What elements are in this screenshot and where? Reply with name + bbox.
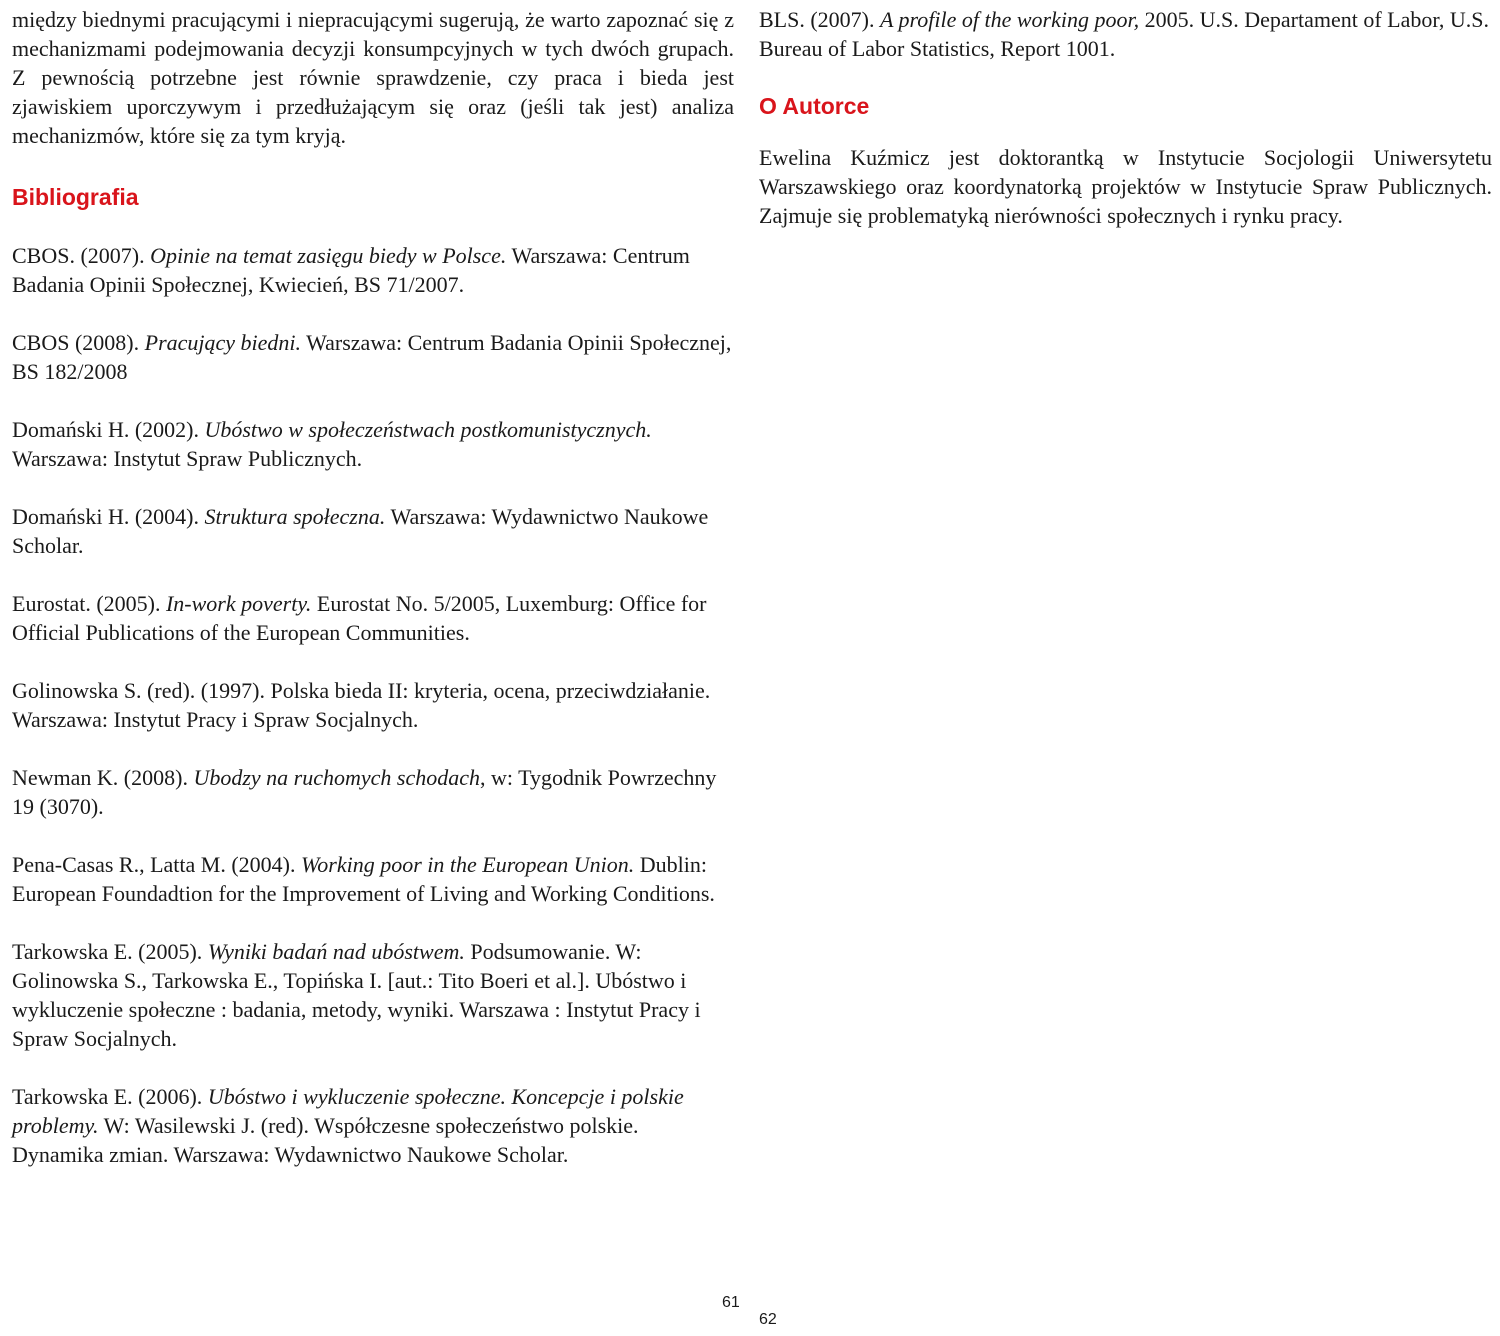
entry-title: In-work poverty. <box>165 591 312 616</box>
page-number-left: 61 <box>722 1294 740 1311</box>
bibliography-entry <box>12 328 734 386</box>
page-number-right: 62 <box>759 1311 777 1328</box>
entry-authors: Tarkowska E. (2006). <box>12 1084 208 1109</box>
bibliography-entry <box>12 502 734 560</box>
bibliography-list-continued <box>759 0 1492 63</box>
bibliography-entry <box>12 415 734 473</box>
entry-title: A profile of the working poor, <box>880 7 1140 32</box>
entry-authors: Domański H. (2004). <box>12 504 205 529</box>
bibliography-list <box>12 241 734 1169</box>
bibliography-entry <box>12 241 734 299</box>
entry-authors: CBOS (2008). <box>12 330 145 355</box>
entry-details: W: Wasilewski J. (red). Współczesne społeczeństwo polskie. Dynamika zmian. Warszawa: Wydawnictwo Naukowe Scholar. <box>12 1113 639 1167</box>
entry-title: Ubóstwo i wykluczenie społeczne. Koncepcje i polskie problemy. <box>12 1084 684 1138</box>
entry-title: Ubóstwo w społeczeństwach postkomunistycznych. <box>204 417 652 442</box>
entry-details: Warszawa: Centrum Badania Opinii Społecznej, BS 182/2008 <box>12 330 732 384</box>
entry-details: Warszawa: Centrum Badania Opinii Społecznej, Kwiecień, BS 71/2007. <box>12 243 690 297</box>
entry-title: Pracujący biedni. <box>144 330 302 355</box>
entry-title: Wyniki badań nad ubóstwem. <box>207 939 465 964</box>
entry-authors: CBOS. (2007). <box>12 243 151 268</box>
entry-authors: Eurostat. (2005). <box>12 591 166 616</box>
entry-details: , w: Tygodnik Powrzechny 19 (3070). <box>12 765 717 819</box>
left-page <box>12 0 734 1198</box>
entry-authors: Domański H. (2002). <box>12 417 205 442</box>
entry-authors: Pena-Casas R., Latta M. (2004). <box>12 852 301 877</box>
bibliography-entry <box>759 5 1492 63</box>
bibliography-entry <box>12 763 734 821</box>
entry-details: Dublin: European Foundadtion for the Improvement of Living and Working Conditions. <box>12 852 715 906</box>
entry-details: 2005. U.S. Departament of Labor, U.S. Bureau of Labor Statistics, Report 1001. <box>759 7 1489 61</box>
entry-title: Struktura społeczna. <box>204 504 386 529</box>
entry-details: Warszawa: Instytut Spraw Publicznych. <box>12 446 363 471</box>
entry-authors: Newman K. (2008). <box>12 765 194 790</box>
entry-authors: Golinowska S. (red). (1997). Polska bieda II: kryteria, ocena, przeciwdziałanie. Warszawa: Instytut Pracy i Spraw Socjalnych. <box>12 678 711 732</box>
entry-title: Ubodzy na ruchomych schodach <box>193 765 481 790</box>
entry-title: Opinie na temat zasięgu biedy w Polsce. <box>150 243 507 268</box>
bibliography-entry <box>12 676 734 734</box>
entry-authors: BLS. (2007). <box>759 7 880 32</box>
bibliography-entry <box>12 850 734 908</box>
entry-details: Eurostat No. 5/2005, Luxemburg: Office for Official Publications of the European Communities. <box>12 591 707 645</box>
entry-title: Working poor in the European Union. <box>301 852 635 877</box>
bibliography-entry <box>12 1082 734 1169</box>
author-paragraph: Ewelina Kuźmicz jest doktorantką w Instytucie Socjologii Uniwersytetu Warszawskiego oraz koordynatorką projektów w Instytucie Spraw Publicznych. Zajmuje się problematyką nierówności społecznych i rynku pracy. <box>759 145 1492 228</box>
intro-paragraph: między biednymi pracującymi i niepracującymi sugerują, że warto zapoznać się z mechanizmami podejmowania decyzji konsumpcyjnych w tych dwóch grupach. Z pewnością potrzebne jest równie sprawdzenie, czy praca i bieda jest zjawiskiem uporczywym i przedłużającym się oraz (jeśli tak jest) analiza mechanizmów, które się za tym kryją. <box>12 7 734 148</box>
entry-details: Podsumowanie. W: Golinowska S., Tarkowska E., Topińska I. [aut.: Tito Boeri et al.]. Ubóstwo i wykluczenie społeczne : badania, metody, wyniki. Warszawa : Instytut Pracy i Spraw Socjalnych. <box>12 939 701 1051</box>
bibliography-entry <box>12 937 734 1053</box>
entry-authors: Tarkowska E. (2005). <box>12 939 208 964</box>
bibliography-heading: Bibliografia <box>12 184 139 210</box>
author-heading: O Autorce <box>759 93 870 119</box>
right-page <box>759 0 1492 230</box>
bibliography-entry <box>12 589 734 647</box>
entry-details: Warszawa: Wydawnictwo Naukowe Scholar. <box>12 504 709 558</box>
